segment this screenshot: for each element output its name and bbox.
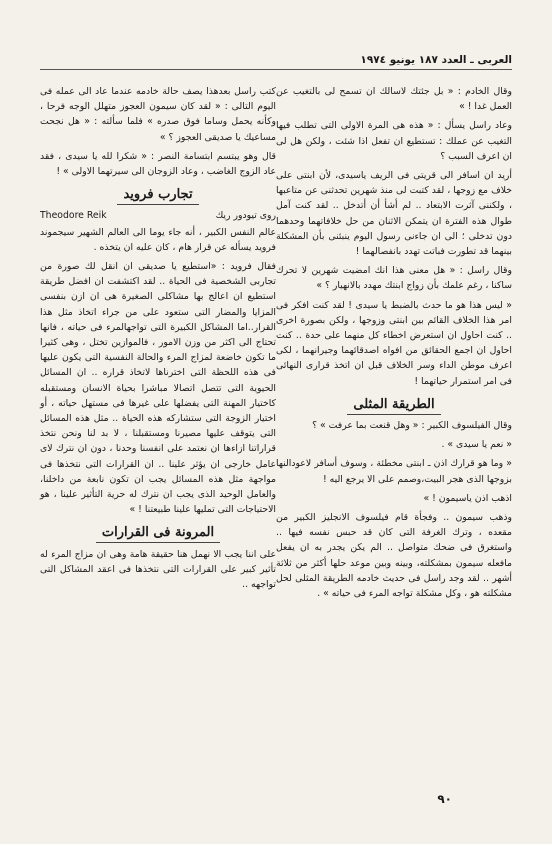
section-heading [40,525,276,540]
author-line [40,208,276,223]
paragraph: « ليس هذا هو ما حدث بالضبط يا سيدى ! لقد كنت افكر فى امر هذا الخلاف القائم بين ابنتى وزوجها ، ولكن بصورة اخرى .. كنت احاول ان استعرض اخطاء كل منهما على حدة .. كنت احاول ان اجمع الحقائق من افواه اصدقائهما وجيرانهما ، لكى اعرف موطن الداء وسر الخلاف قبل ان اتخذ قرارى النهائى فى امر استمرار حياتهما ! [276,299,512,387]
paragraph: أريد ان اسافر الى قريتى فى الريف ياسيدى، لأن ابنتى على خلاف مع زوجها ، لقد كتبت لى منذ شهرين تحدثنى عن متاعبها ، ولكننى آثرت الابتعاد .. لم أشأ أن أتدخل .. لقد كنت آمل طوال هذه الفترة ان يتمكن الاثنان من حل خلافاتهما وحدهما دون تدخلى ؛ الى ان جاءنى رسول اليوم ينبئنى بأن المشكلة بينهما قد تطورت فباتت تهدد بانفصالهما ! [276,170,512,258]
section-heading [276,397,512,412]
section-heading-text: الطريقة المثلى [347,397,440,415]
section-heading [40,187,276,202]
section-heading-text: المرونة فى القرارات [96,525,220,543]
paragraph: وقال راسل : « هل معنى هذا انك امضيت شهرين لا تحرك ساكنا ، رغم علمك بأن زواج ابنتك مهدد بالانهيار ؟ » [276,265,512,292]
paragraph: وقال الفيلسوف الكبير : « وهل قنعت بما عرفت » ؟ [312,420,512,432]
running-header: العربى ـ العدد ١٨٧ يونيو ١٩٧٤ [40,54,512,70]
paragraph: اذهب اذن ياسيمون ! » [423,492,512,504]
paragraph: قال وهو يبتسم ابتسامة النصر : « شكرا لله يا سيدى ، فقد عاد الزوج الغاضب ، وعاد الزوجان الى سيرتهما الاولى » ! [40,150,276,178]
author-latin-name: Theodore Reik [40,210,107,222]
paragraph: عالم النفس الكبير ، أنه جاء يوما الى العالم الشهير سيجموند فرويد يسأله عن قرار هام ، كان عليه ان يتخذه . [40,226,276,253]
paragraph: « وما هو قرارك اذن ـ ابنتى مخطئة ، وسوف أسافر لاعودالنها بزوجها الذى هجر البيت،وصمم على الا يرجع اليه ! [276,458,512,485]
section-heading-text: تجارب فرويد [117,187,198,205]
paragraph: وذهب سيمون .. وفجأة قام فيلسوف الانجليز الكبير من مقعده ، وترك الغرفة التى كان قد حبس نفسه فيها .. واستغرق فى ضحك متواصل .. الم يكن يجدر به ان يفعل مافعله سيمون بمشكلته، وبينه وبين موعد حلها أكثر من ثلاثة أشهر .. لقد وجد راسل فى حديث خادمه الطريقة المثلى لحل مشكلته هو ، وكل مشكلة تواجه المرء فى حياته » . [276,512,512,600]
paragraph: وقال الخادم : « بل جئتك لاسالك ان تسمح لى بالتغيب عن العمل غدا ! » [276,86,512,113]
left-column [40,84,276,596]
paragraph: كتب راسل بعدهذا يصف حالة خادمه عندما عاد الى عمله فى اليوم التالى : « لقد كان سيمون العجوز متهلل الوجه فرحا ، وكأنه يحمل وساما فوق صدره » فلما سألته : « هل نجحت مساعيك يا صديقى العجوز ؟ » [40,86,276,143]
paragraph: فقال فرويد : «استطيع يا صديقى ان انقل لك صورة من تجاربى الشخصية فى الحياة .. لقد اكتشفت ان افضل طريقة استطيع ان اعالج بها مشاكلى الصغيرة هى ان ازن بنفسى المزايا والمضار التى ستعود على من جراء اتخاذ مثل هذا القرار..اما المشاكل الكبيرة التى تواجهالمرء فى حياته ، فانها تحتاج الى اكثر من وزن الامور ، فالموازين تختل ، وهى كثيرا ما تكون خاضعة لمزاج المرء والحالة النفسية التى يكون عليها فى هذه اللحظة التى اخترناها لاتخاذ قراره .. ان المسائل الحيوية التى تتصل اتصالا مباشرا بحياة الانسان ومستقبله كاختيار المهنة التى يفضلها على غيرها فى مستهل حياته ، أو اختيار الزوجة التى ستشاركه هذه الحياة .. مثل هذه المسائل التى يتوقف عليها مصيرنا ومستقبلنا ، لا بد لنا ونحن نتخذ قراراتنا ازاءها ان نعتمد على انفسنا وحدنا ، دون ان نترك لاى عامل خارجى ان يؤثر علينا .. ان القرارات التى نتخذها فى مواجهة مثل هذه المسائل يجب ان تكون نابعة من داخلنا، والعامل الوحيد الذى يجب ان نترك له حرية التأثير علينا ، هو الاحتياجات التى تمليها علينا طبيعتنا ! » [40,261,276,516]
right-column [276,84,512,605]
paragraph: « نعم يا سيدى » . [441,439,512,451]
paragraph: وعاد راسل يسأل : « هذه هى المرة الاولى التى تطلب فيها التغيب عن عملك : تستطيع ان تفعل اذا شئت ، ولكن هل لى ان اعرف السبب ؟ [276,120,512,162]
paragraph: على اننا يجب الا نهمل هنا حقيقة هامة وهى ان مزاج المرء له تأثير كبير على القرارات التى نتخذها فى اعقد المشاكل التى تواجهه .. [40,548,276,591]
page-number: ٩٠ [437,792,452,806]
author-arabic-name: روى تيودور ريك [215,210,276,222]
